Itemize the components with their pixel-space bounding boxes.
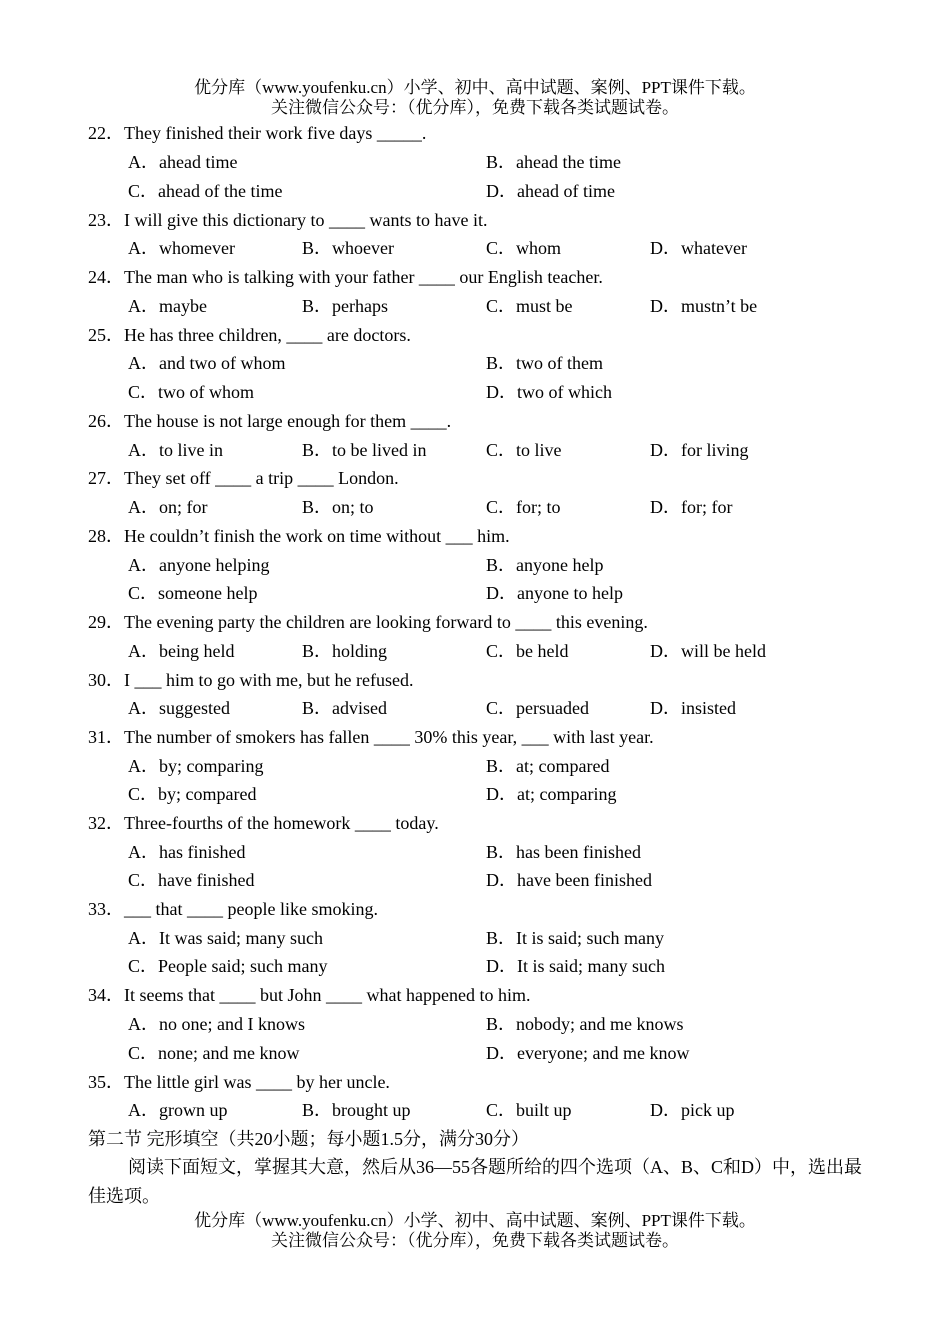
question-28-option-c: C．someone help [128,583,258,603]
question-26-option-d: D．for living [650,440,749,460]
question-33-stem: 33．___ that ____ people like smoking. [88,899,378,919]
footer-line-2: 关注微信公众号：（优分库），免费下载各类试题试卷。 [271,1231,679,1250]
question-25-option-a: A．and two of whom [128,353,286,373]
question-23-option-d: D．whatever [650,238,747,258]
question-22-option-a: A．ahead time [128,152,238,172]
question-27-option-d: D．for; for [650,497,733,517]
question-32-option-c: C．have finished [128,870,255,890]
question-34-stem: 34．It seems that ____ but John ____ what happened to him. [88,985,531,1005]
question-33-option-b: B．It is said; such many [486,928,664,948]
question-33-option-d: D．It is said; many such [486,956,665,976]
question-27-option-b: B．on; to [302,497,374,517]
question-24-option-d: D．mustn’t be [650,296,758,316]
question-25-option-d: D．two of which [486,382,612,402]
question-34-option-b: B．nobody; and me knows [486,1014,684,1034]
question-24-option-b: B．perhaps [302,296,388,316]
question-35-stem: 35．The little girl was ____ by her uncle. [88,1072,390,1092]
question-24-option-a: A．maybe [128,296,207,316]
footer-line-1: 优分库（www.youfenku.cn）小学、初中、高中试题、案例、PPT课件下载。 [194,1211,756,1230]
question-32-option-b: B．has been finished [486,842,641,862]
question-27-option-c: C．for; to [486,497,561,517]
question-28-option-b: B．anyone help [486,555,604,575]
question-31-option-c: C．by; compared [128,784,257,804]
question-29-option-a: A．being held [128,641,235,661]
question-23-option-a: A．whomever [128,238,235,258]
question-30-option-d: D．insisted [650,698,737,718]
question-22-option-c: C．ahead of the time [128,181,283,201]
question-32-stem: 32．Three-fourths of the homework ____ today. [88,813,439,833]
question-35-option-a: A．grown up [128,1100,228,1120]
question-33-option-c: C．People said; such many [128,956,328,976]
question-31-option-b: B．at; compared [486,756,610,776]
question-28-option-a: A．anyone helping [128,555,270,575]
question-26-option-b: B．to be lived in [302,440,427,460]
question-26-stem: 26．The house is not large enough for them ____. [88,411,452,431]
question-26-option-c: C．to live [486,440,562,460]
question-35-option-b: B．brought up [302,1100,411,1120]
question-30-stem: 30．I ___ him to go with me, but he refused. [88,670,414,690]
question-33-option-a: A．It was said; many such [128,928,323,948]
question-29-option-d: D．will be held [650,641,766,661]
question-28-option-d: D．anyone to help [486,583,623,603]
question-35-option-c: C．built up [486,1100,572,1120]
question-25-option-b: B．two of them [486,353,603,373]
question-24-stem: 24．The man who is talking with your father ____ our English teacher. [88,267,603,287]
question-23-option-b: B．whoever [302,238,394,258]
question-29-option-b: B．holding [302,641,388,661]
question-27-option-a: A．on; for [128,497,208,517]
question-22-stem: 22．They finished their work five days _____. [88,123,427,143]
question-34-option-a: A．no one; and I knows [128,1014,305,1034]
question-22-option-b: B．ahead the time [486,152,621,172]
question-24-option-c: C．must be [486,296,573,316]
question-32-option-a: A．has finished [128,842,246,862]
question-28-stem: 28．He couldn’t finish the work on time without ___ him. [88,526,510,546]
question-29-option-c: C．be held [486,641,569,661]
question-31-option-a: A．by; comparing [128,756,264,776]
question-22-option-d: D．ahead of time [486,181,615,201]
header-line-2: 关注微信公众号：（优分库），免费下载各类试题试卷。 [271,98,679,117]
question-32-option-d: D．have been finished [486,870,652,890]
question-23-option-c: C．whom [486,238,562,258]
question-34-option-c: C．none; and me know [128,1043,300,1063]
question-31-stem: 31．The number of smokers has fallen ____ 30% this year, ___ with last year. [88,727,654,747]
question-31-option-d: D．at; comparing [486,784,617,804]
question-30-option-b: B．advised [302,698,387,718]
section-title: 第二节 完形填空（共20小题；每小题1.5分，满分30分） [88,1129,529,1149]
question-25-stem: 25．He has three children, ____ are doctors. [88,325,411,345]
question-23-stem: 23．I will give this dictionary to ____ wants to have it. [88,210,488,230]
question-34-option-d: D．everyone; and me know [486,1043,690,1063]
question-25-option-c: C．two of whom [128,382,254,402]
header-line-1: 优分库（www.youfenku.cn）小学、初中、高中试题、案例、PPT课件下载。 [194,78,756,97]
section-instruction: 阅读下面短文，掌握其大意，然后从36—55各题所给的四个选项（A、B、C和D）中，选出最佳选项。 [88,1157,863,1206]
question-35-option-d: D．pick up [650,1100,735,1120]
question-27-stem: 27．They set off ____ a trip ____ London. [88,468,399,488]
question-26-option-a: A．to live in [128,440,223,460]
question-29-stem: 29．The evening party the children are looking forward to ____ this evening. [88,612,648,632]
question-30-option-a: A．suggested [128,698,230,718]
question-30-option-c: C．persuaded [486,698,589,718]
